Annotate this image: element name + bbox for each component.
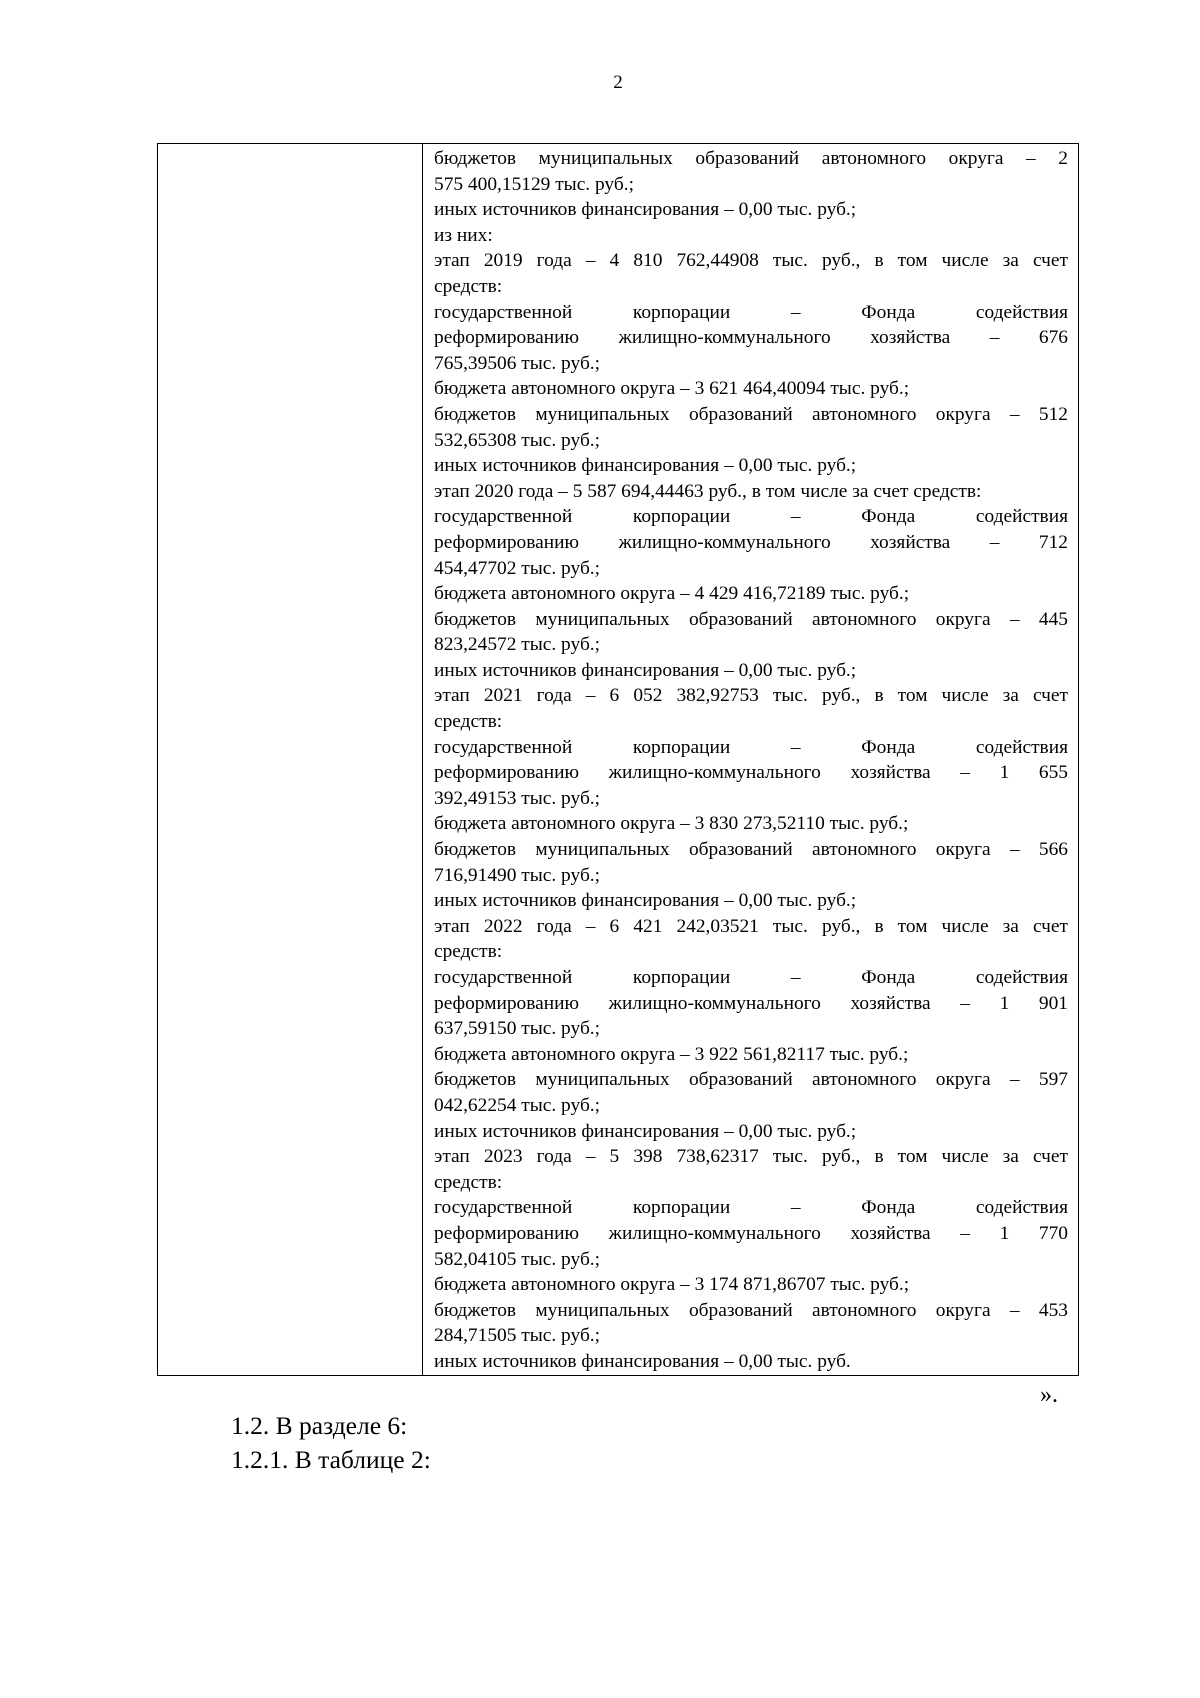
table-text-line: бюджетов муниципальных образований автономного округа – 597 — [434, 1069, 1068, 1091]
table-text-line: 392,49153 тыс. руб.; — [434, 787, 601, 809]
table-text-line: реформированию жилищно-коммунального хозяйства – 1 655 — [434, 762, 1068, 784]
table-text-line: иных источников финансирования – 0,00 тыс. руб.; — [434, 1120, 857, 1142]
page-number: 2 — [613, 72, 623, 93]
table-text-line: 765,39506 тыс. руб.; — [434, 352, 601, 374]
table-text-line: государственной корпорации – Фонда содействия — [434, 301, 1068, 323]
table-text-line: бюджетов муниципальных образований автономного округа – 445 — [434, 608, 1068, 630]
table-text-line: 716,91490 тыс. руб.; — [434, 864, 601, 886]
closing-quote: ». — [1040, 1382, 1058, 1408]
table-text-line: средств: — [434, 711, 503, 733]
table-text-line: 823,24572 тыс. руб.; — [434, 634, 601, 656]
table-text-line: этап 2022 года – 6 421 242,03521 тыс. руб., в том числе за счет — [434, 915, 1068, 937]
table-right-cell — [423, 144, 1079, 1376]
table-text-line: бюджетов муниципальных образований автономного округа – 566 — [434, 839, 1068, 861]
table-text-line: этап 2020 года – 5 587 694,44463 руб., в том числе за счет средств: — [434, 480, 982, 502]
table-text-line: этап 2019 года – 4 810 762,44908 тыс. руб., в том числе за счет — [434, 250, 1068, 272]
table-text-line: иных источников финансирования – 0,00 тыс. руб. — [434, 1350, 851, 1372]
financing-text — [434, 146, 1068, 1375]
table-text-line: средств: — [434, 275, 503, 297]
table-text-line: иных источников финансирования – 0,00 тыс. руб.; — [434, 199, 857, 221]
table-text-line: 042,62254 тыс. руб.; — [434, 1094, 601, 1116]
table-text-line: бюджета автономного округа – 3 174 871,86707 тыс. руб.; — [434, 1274, 910, 1296]
table-text-line: государственной корпорации – Фонда содействия — [434, 736, 1068, 758]
table-text-line: 637,59150 тыс. руб.; — [434, 1018, 601, 1040]
table-text-line: 284,71505 тыс. руб.; — [434, 1325, 601, 1347]
table-text-line: бюджетов муниципальных образований автономного округа – 453 — [434, 1299, 1068, 1321]
table-text-line: 532,65308 тыс. руб.; — [434, 429, 601, 451]
table-text-line: иных источников финансирования – 0,00 тыс. руб.; — [434, 659, 857, 681]
table-text-line: государственной корпорации – Фонда содействия — [434, 1197, 1068, 1219]
table-text-line: реформированию жилищно-коммунального хозяйства – 712 — [434, 531, 1068, 553]
financing-table — [157, 143, 1079, 1376]
table-text-line: бюджетов муниципальных образований автономного округа – 2 — [434, 148, 1068, 169]
table-text-line: бюджета автономного округа – 3 922 561,82117 тыс. руб.; — [434, 1043, 909, 1065]
table-left-cell — [158, 144, 423, 1376]
table-text-line: средств: — [434, 1171, 503, 1193]
table-text-line: иных источников финансирования – 0,00 тыс. руб.; — [434, 455, 857, 477]
table-text-line: реформированию жилищно-коммунального хозяйства – 1 901 — [434, 992, 1068, 1014]
table-text-line: реформированию жилищно-коммунального хозяйства – 1 770 — [434, 1222, 1068, 1244]
table-text-line: иных источников финансирования – 0,00 тыс. руб.; — [434, 890, 857, 912]
table-text-line: бюджета автономного округа – 4 429 416,72189 тыс. руб.; — [434, 583, 910, 605]
table-text-line: бюджета автономного округа – 3 621 464,40094 тыс. руб.; — [434, 378, 910, 400]
table-text-line: 454,47702 тыс. руб.; — [434, 557, 601, 579]
table-text-line: бюджетов муниципальных образований автономного округа – 512 — [434, 403, 1068, 425]
table-text-line: этап 2023 года – 5 398 738,62317 тыс. руб., в том числе за счет — [434, 1146, 1068, 1168]
table-text-line: государственной корпорации – Фонда содействия — [434, 506, 1068, 528]
table-text-line: из них: — [434, 224, 493, 246]
table-text-line: 582,04105 тыс. руб.; — [434, 1248, 601, 1270]
table-text-line: государственной корпорации – Фонда содействия — [434, 967, 1068, 988]
paragraph-1-2-1: 1.2.1. В таблице 2: — [231, 1445, 431, 1474]
table-text-line: бюджета автономного округа – 3 830 273,52110 тыс. руб.; — [434, 813, 909, 835]
table-row — [158, 144, 1079, 1376]
table-text-line: реформированию жилищно-коммунального хозяйства – 676 — [434, 327, 1068, 349]
table-text-line: средств: — [434, 941, 503, 963]
paragraph-1-2: 1.2. В разделе 6: — [231, 1411, 408, 1440]
table-text-line: этап 2021 года – 6 052 382,92753 тыс. руб., в том числе за счет — [434, 685, 1068, 707]
table-text-line: 575 400,15129 тыс. руб.; — [434, 173, 634, 195]
